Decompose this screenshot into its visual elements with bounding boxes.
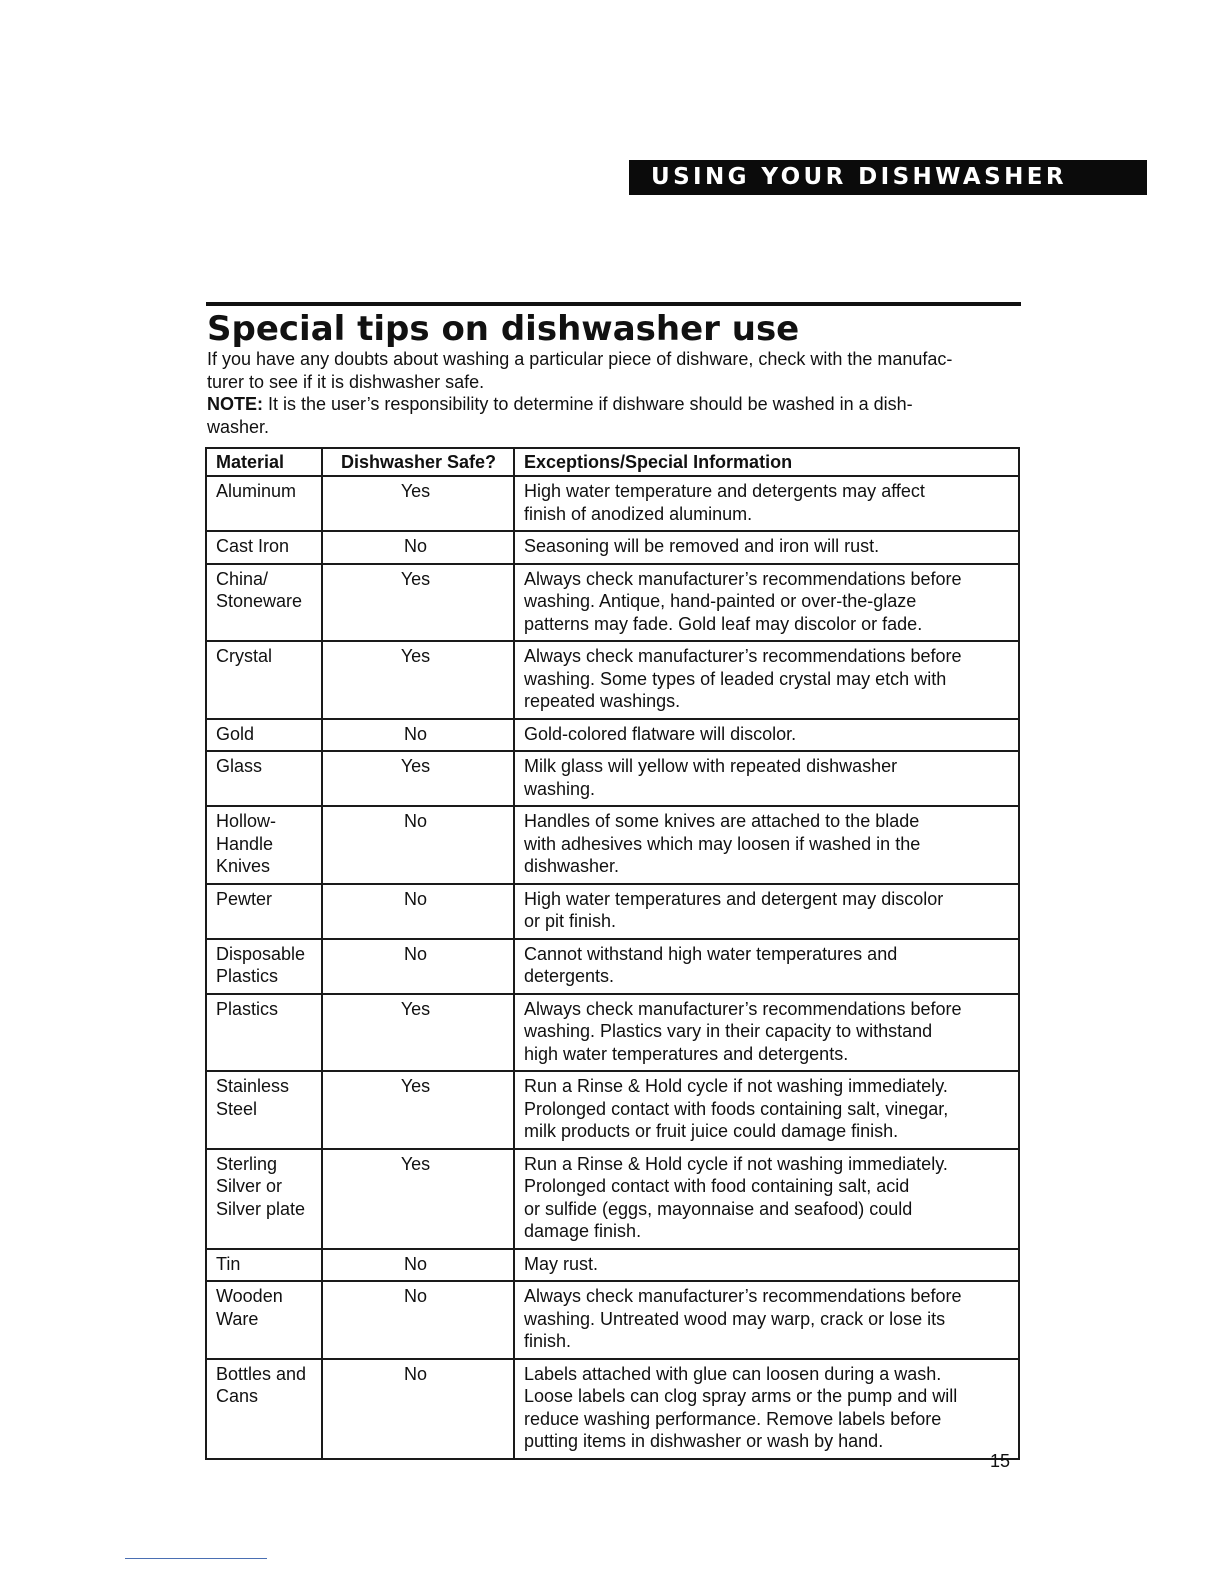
material-cell	[206, 1359, 322, 1459]
exceptions-cell	[514, 806, 1019, 884]
table-row	[206, 564, 1019, 642]
table-row	[206, 1071, 1019, 1149]
dishwasher-safe-cell	[322, 719, 514, 752]
dishwasher-safe-cell	[322, 476, 514, 531]
material-cell	[206, 994, 322, 1072]
exceptions-cell-text: Cannot withstand high water temperatures and detergents.	[524, 943, 898, 986]
dishware-tips-table	[205, 447, 1020, 1460]
table-row	[206, 939, 1019, 994]
table-row	[206, 751, 1019, 806]
dishwasher-safe-cell-text: Yes	[400, 481, 431, 501]
dishwasher-safe-cell	[322, 531, 514, 564]
dishwasher-safe-cell	[322, 1359, 514, 1459]
section-banner: USING YOUR DISHWASHER	[629, 160, 1147, 195]
exceptions-cell-text: Labels attached with glue can loosen during a wash. Loose labels can clog spray arms or the pump and will reduce washing performance. Remove labels before putting items in dishwasher or wash by hand.	[524, 1363, 958, 1451]
exceptions-cell-text: Always check manufacturer’s recommendations before washing. Antique, hand-painted or over-the-glaze patterns may fade. Gold leaf may discolor or fade.	[524, 568, 962, 634]
dishwasher-safe-cell	[322, 751, 514, 806]
material-cell	[206, 641, 322, 719]
material-cell-text: Hollow- Handle Knives	[216, 811, 277, 876]
dishwasher-safe-cell-text: Yes	[400, 1153, 431, 1174]
dishwasher-safe-cell	[322, 806, 514, 884]
dishwasher-safe-cell-text: Yes	[400, 1076, 431, 1096]
dishwasher-safe-cell-text: No	[403, 1253, 427, 1274]
exceptions-cell-text: Run a Rinse & Hold cycle if not washing immediately. Prolonged contact with foods containing salt, vinegar, milk products or fruit juice could damage finish.	[524, 1076, 949, 1141]
header-dishwasher-safe: Dishwasher Safe?	[322, 448, 514, 476]
dishwasher-safe-cell-text: No	[403, 536, 427, 556]
exceptions-cell	[514, 719, 1019, 752]
dishwasher-safe-cell-text: No	[403, 811, 427, 831]
exceptions-cell-text: May rust.	[524, 1253, 599, 1274]
exceptions-cell-text: Always check manufacturer’s recommendations before washing. Some types of leaded crystal may etch with repeated washings.	[524, 646, 962, 711]
dishwasher-safe-cell-text: Yes	[400, 998, 431, 1019]
dishwasher-safe-cell	[322, 641, 514, 719]
dishwasher-safe-cell	[322, 1071, 514, 1149]
dishwasher-safe-cell-text: No	[403, 1286, 427, 1306]
exceptions-cell-text: Gold-colored flatware will discolor.	[524, 723, 797, 744]
exceptions-cell	[514, 939, 1019, 994]
note-label: NOTE:	[207, 394, 263, 414]
exceptions-cell	[514, 1281, 1019, 1359]
dishwasher-safe-cell	[322, 939, 514, 994]
exceptions-cell-text: Seasoning will be removed and iron will rust.	[524, 536, 880, 556]
exceptions-cell-text: Handles of some knives are attached to the blade with adhesives which may loosen if washed in the dishwasher.	[524, 811, 921, 876]
exceptions-cell	[514, 1249, 1019, 1282]
material-cell	[206, 719, 322, 752]
material-cell-text: Pewter	[216, 888, 273, 909]
material-cell-text: Plastics	[216, 998, 279, 1019]
dishwasher-safe-cell	[322, 994, 514, 1072]
note-text: It is the user’s responsibility to determine if dishware should be washed in a dish- washer.	[207, 394, 913, 437]
material-cell-text: China/ Stoneware	[216, 568, 303, 611]
intro-block	[207, 348, 1027, 438]
material-cell	[206, 564, 322, 642]
dishwasher-safe-cell-text: Yes	[400, 568, 431, 589]
material-cell	[206, 751, 322, 806]
dishwasher-safe-cell-text: No	[403, 943, 427, 964]
material-cell	[206, 531, 322, 564]
exceptions-cell-text: Run a Rinse & Hold cycle if not washing immediately. Prolonged contact with food containing salt, acid or sulfide (eggs, mayonnaise and seafood) could damage finish.	[524, 1153, 948, 1241]
material-cell-text: Wooden Ware	[216, 1286, 283, 1329]
exceptions-cell	[514, 884, 1019, 939]
exceptions-cell	[514, 564, 1019, 642]
table-row	[206, 719, 1019, 752]
exceptions-cell	[514, 476, 1019, 531]
material-cell-text: Tin	[216, 1253, 241, 1274]
material-cell	[206, 884, 322, 939]
page-number: 15	[990, 1451, 1011, 1471]
table-row	[206, 1281, 1019, 1359]
exceptions-cell	[514, 1071, 1019, 1149]
material-cell-text: Sterling Silver or Silver plate	[216, 1153, 306, 1219]
dishwasher-safe-cell-text: No	[403, 723, 427, 744]
material-cell-text: Glass	[216, 756, 263, 776]
material-cell	[206, 806, 322, 884]
material-cell	[206, 1281, 322, 1359]
exceptions-cell-text: Always check manufacturer’s recommendations before washing. Plastics vary in their capacity to withstand high water temperatures and detergents.	[524, 998, 962, 1064]
intro-paragraph: If you have any doubts about washing a particular piece of dishware, check with the manufac- turer to see if it is dishwasher safe.	[207, 349, 953, 392]
page-title: Special tips on dishwasher use	[207, 309, 800, 349]
header-material: Material	[206, 448, 322, 476]
exceptions-cell	[514, 994, 1019, 1072]
dishwasher-safe-cell-text: Yes	[400, 646, 431, 666]
exceptions-cell-text: High water temperature and detergents may affect finish of anodized aluminum.	[524, 481, 925, 524]
exceptions-cell-text: Milk glass will yellow with repeated dishwasher washing.	[524, 756, 898, 799]
note-paragraph	[207, 393, 1027, 438]
table-row	[206, 1149, 1019, 1249]
exceptions-cell-text: High water temperatures and detergent may discolor or pit finish.	[524, 888, 944, 931]
dishwasher-safe-cell	[322, 1281, 514, 1359]
material-cell	[206, 1149, 322, 1249]
material-cell	[206, 1249, 322, 1282]
dishwasher-safe-cell-text: No	[403, 888, 427, 909]
table-body	[206, 476, 1019, 1459]
exceptions-cell	[514, 531, 1019, 564]
dishwasher-safe-cell-text: No	[403, 1363, 427, 1384]
material-cell-text: Gold	[216, 723, 255, 744]
table-header-row	[206, 448, 1019, 476]
material-cell-text: Disposable Plastics	[216, 943, 306, 986]
table-row	[206, 806, 1019, 884]
dishwasher-safe-cell	[322, 884, 514, 939]
material-cell-text: Crystal	[216, 646, 273, 666]
table-row	[206, 1249, 1019, 1282]
material-cell	[206, 939, 322, 994]
header-exceptions: Exceptions/Special Information	[514, 448, 1019, 476]
exceptions-cell	[514, 641, 1019, 719]
dishwasher-safe-cell	[322, 564, 514, 642]
material-cell-text: Cast Iron	[216, 536, 290, 556]
table-row	[206, 884, 1019, 939]
table-row	[206, 994, 1019, 1072]
table-row	[206, 531, 1019, 564]
dishwasher-safe-cell	[322, 1149, 514, 1249]
material-cell-text: Stainless Steel	[216, 1076, 290, 1119]
material-cell	[206, 1071, 322, 1149]
exceptions-cell	[514, 751, 1019, 806]
material-cell-text: Aluminum	[216, 481, 297, 501]
table-row	[206, 476, 1019, 531]
table-row	[206, 641, 1019, 719]
material-cell	[206, 476, 322, 531]
material-cell-text: Bottles and Cans	[216, 1363, 307, 1406]
footnote-rule	[125, 1558, 267, 1559]
exceptions-cell-text: Always check manufacturer’s recommendations before washing. Untreated wood may warp, crack or lose its finish.	[524, 1286, 962, 1351]
dishwasher-safe-cell-text: Yes	[400, 756, 431, 776]
dishwasher-safe-cell	[322, 1249, 514, 1282]
exceptions-cell	[514, 1149, 1019, 1249]
table-row	[206, 1359, 1019, 1459]
exceptions-cell	[514, 1359, 1019, 1459]
